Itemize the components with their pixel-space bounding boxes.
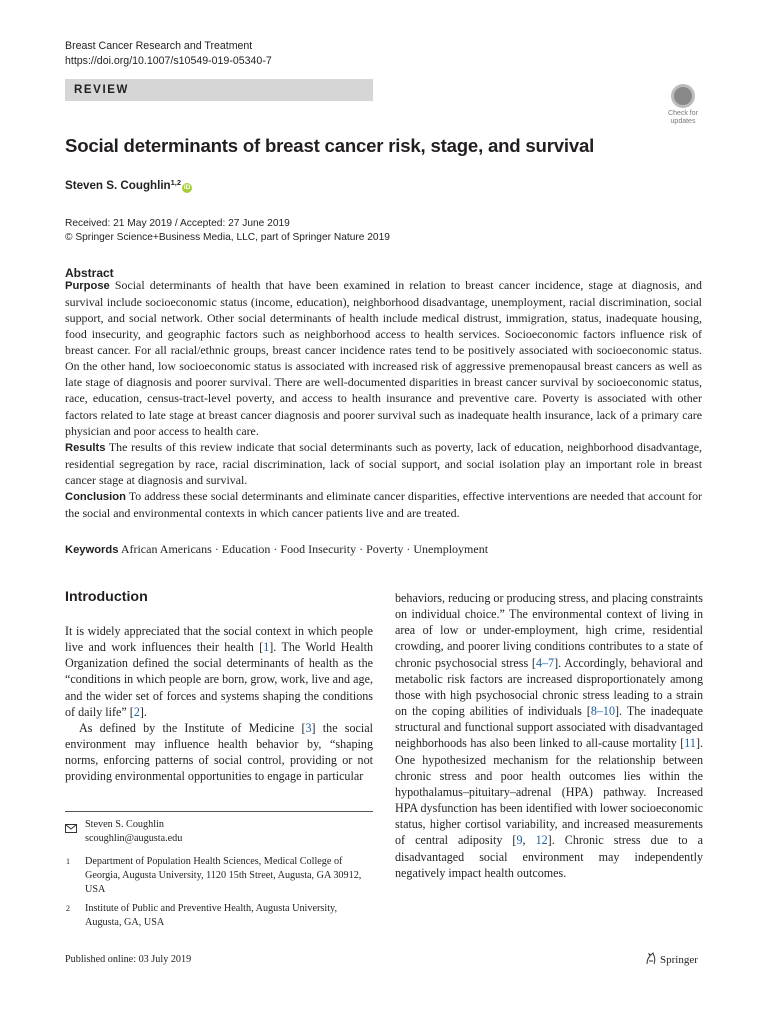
intro-p1-text-b: ]. The World Health Organization defined the social determinants of health as the “conditions in which people are born, grow, work, live and age, and the wider set of forces and systems shaping the conditions of daily life” [ <box>65 640 374 719</box>
citation-link[interactable]: 8–10 <box>590 704 616 719</box>
keywords-text: African Americans · Education · Food Insecurity · Poverty · Unemployment <box>120 542 489 556</box>
intro-p3-text-b: ]. Accordingly, behavioral and metabolic risk factors are increased disproportionately among those with high psychosocial chronic stress leading to a strain on the coping abilities of individuals [ <box>395 655 703 719</box>
badge-line1: Check for <box>668 110 698 117</box>
purpose-label: Purpose <box>65 280 110 292</box>
intro-paragraph-2 <box>65 720 373 785</box>
intro-p1-text-a: It is widely appreciated that the social context in which people live and work influences their health [ <box>65 624 373 655</box>
intro-left-column <box>65 623 373 785</box>
intro-p3-text-a: behaviors, reducing or producing stress, and placing constraints on individual choice.” The environmental context of living in area of low or under-employment, high crime, residential crowding, and poorer living conditions contributes to a state of chronic psychosocial stress [ <box>395 591 703 670</box>
keywords-label: Keywords <box>65 544 119 556</box>
abstract-conclusion <box>65 488 702 521</box>
results-text: The results of this review indicate that social determinants such as poverty, lack of education, neighborhood disadvantage, residential segregation by race, racial discrimination, lack of social support, and social isolation play an important role in breast cancer stage at diagnosis and survival. <box>65 439 702 487</box>
copyright-line: © Springer Science+Business Media, LLC, part of Springer Nature 2019 <box>65 232 390 243</box>
abstract-body <box>65 277 702 521</box>
badge-line2: updates <box>670 118 696 125</box>
intro-p3-text-d: ]. One hypothesized mechanism for the relationship between chronic stress and poor health outcomes lies within the hypothalamus–pituitary–adrenal (HPA) pathway. Increased HPA dysfunction has been identified with lower socioeconomic status, higher cortisol variability, and increased measurements of central adiposity [ <box>395 736 703 848</box>
contact-name: Steven S. Coughlin <box>85 819 164 830</box>
affiliation-1: Department of Population Health Sciences, Medical College of Georgia, Augusta University, 1120 15th Street, Augusta, GA 30912, USA <box>85 856 362 896</box>
intro-p2-text-a: As defined by the Institute of Medicine [ <box>79 720 306 735</box>
intro-p3-text-e: , <box>522 833 536 848</box>
keywords-line <box>65 542 488 557</box>
author-name[interactable]: Steven S. Coughlin <box>65 179 171 192</box>
affiliation-2: Institute of Public and Preventive Health, Augusta University, Augusta, GA, USA <box>85 903 337 929</box>
abstract-purpose <box>65 277 702 439</box>
orcid-icon[interactable]: iD <box>183 184 191 191</box>
citation-link[interactable]: 9 <box>516 833 523 848</box>
envelope-icon <box>65 820 77 829</box>
citation-link[interactable]: 1 <box>263 640 270 655</box>
abstract-heading: Abstract <box>65 266 114 280</box>
intro-p2-text-b: ] the social environment may influence health behavior by, “shaping norms, enforcing patterns of social control, providing or not providing environmental opportunities to engage in particular <box>65 720 373 784</box>
check-for-updates-icon <box>671 84 695 108</box>
citation-link[interactable]: 3 <box>305 720 312 735</box>
results-label: Results <box>65 441 106 454</box>
journal-name: Breast Cancer Research and Treatment <box>65 40 253 52</box>
intro-p1-text-c: ]. <box>139 704 147 719</box>
contact-email[interactable]: scoughlin@augusta.edu <box>85 833 183 844</box>
intro-p3-text-c: ]. The inadequate structural and functional support associated with disadvantaged neighborhoods has also been linked to all-cause mortality [ <box>395 704 703 751</box>
intro-right-column <box>395 590 703 881</box>
abstract-results <box>65 439 702 488</box>
introduction-heading: Introduction <box>65 589 148 605</box>
affiliation-1-mark: 1 <box>66 857 70 866</box>
article-title: Social determinants of breast cancer risk, stage, and survival <box>65 135 595 156</box>
intro-p3-text-f: ]. Chronic stress due to a disadvantaged social environment may independently negatively impact health outcomes. <box>395 833 703 880</box>
citation-link[interactable]: 11 <box>684 736 696 751</box>
conclusion-text: To address these social determinants and eliminate cancer disparities, effective interventions are needed that account for the social and environmental contexts in which cancer patients live and are treated. <box>65 488 702 520</box>
footnote-divider <box>65 811 373 812</box>
received-accepted-dates: Received: 21 May 2019 / Accepted: 27 June 2019 <box>65 218 290 229</box>
author-line <box>65 178 192 193</box>
intro-paragraph-3 <box>395 590 703 881</box>
section-label: REVIEW <box>74 84 129 96</box>
affiliation-2-mark: 2 <box>66 904 70 913</box>
doi-link[interactable]: https://doi.org/10.1007/s10549-019-05340-7 <box>65 55 272 67</box>
publisher-name: Springer <box>660 954 698 966</box>
citation-link[interactable]: 4–7 <box>535 655 555 670</box>
intro-paragraph-1 <box>65 623 373 720</box>
check-for-updates-badge[interactable] <box>662 84 704 126</box>
purpose-text: Social determinants of health that have been examined in relation to breast cancer incidence, stage at diagnosis, and survival include socioeconomic status (income, education), neighborhood disadvantage, unemployment, racial discrimination, social support, and social network. Other social determinants of health include medical distrust, immigration, status, inadequate housing, food insecurity, and geographic factors such as neighborhood access to health services. Socioeconomic factors influence risk of breast cancer. For all racial/ethnic groups, breast cancer incidence rates tend to be positively associated with socioeconomic status. On the other hand, low socioeconomic status is associated with increased risk of aggressive premenopausal breast cancers as well as late stage of diagnosis and poorer survival. There are well-documented disparities in breast cancer survival by socioeconomic status, race, education, census-tract-level poverty, and access to health insurance and preventive care. Poverty is associated with other factors related to late stage at breast cancer diagnosis and poorer survival such as inadequate health insurance, lack of a primary care physician and poor access to health care. <box>65 278 702 438</box>
citation-link[interactable]: 2 <box>133 704 140 719</box>
conclusion-label: Conclusion <box>65 490 126 503</box>
author-affiliation-marks: 1,2 <box>170 178 182 187</box>
citation-link[interactable]: 12 <box>535 833 548 848</box>
published-online: Published online: 03 July 2019 <box>65 954 192 965</box>
review-section-bar <box>65 79 373 101</box>
springer-horse-icon <box>644 952 658 966</box>
